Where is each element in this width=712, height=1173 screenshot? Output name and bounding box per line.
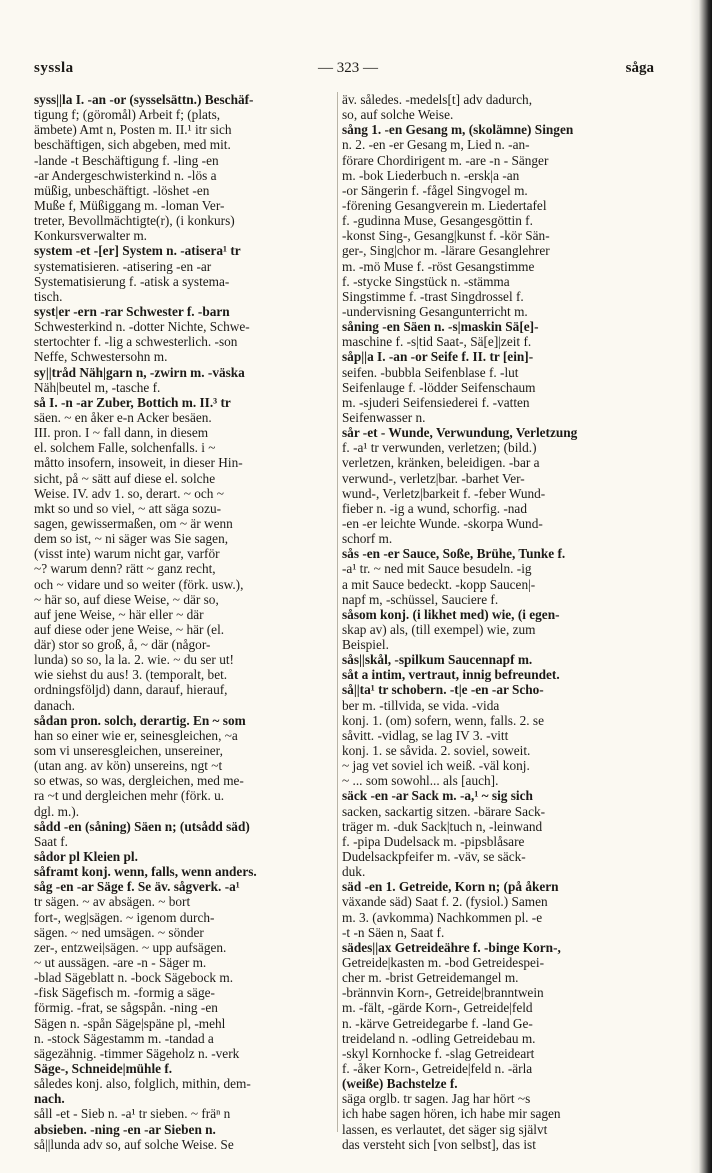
entry-line: f. -åker Korn-, Getreide|feld n. -ärla [342,1061,533,1076]
entry-line: Systematisierung f. -atisk a systema- [34,273,230,289]
entry-line: som vi unseresgleichen, unsereiner, [34,743,223,759]
entry-line: sagen, gewissermaßen, om ~ är wenn [34,515,233,531]
entry-line: -blad Sägeblatt n. -bock Sägebock m. [34,970,234,986]
entry-line: ~ här so, auf diese Weise, ~ där so, [34,591,219,607]
entry-line: tigung f; (göromål) Arbeit f; (plats, [34,107,221,123]
entry-line: -brännvin Korn-, Getreide|branntwein [342,985,544,1001]
entry-line: sår -et - Wunde, Verwundung, Verletzung [342,425,578,441]
entry-line: dem so ist, ~ ni säger was Sie sagen, [34,531,229,547]
entry-line: såll -et - Sieb n. -a¹ tr sieben. ~ fräⁿ n [34,1106,231,1122]
entry-line: Singstimme f. -trast Singdrossel f. [342,288,524,304]
entry-line: -a¹ tr. ~ ned mit Sauce besudeln. -ig [342,561,532,577]
entry-line: schorf m. [342,531,393,547]
entry-line: sådd -en (såning) Säen n; (utsådd säd) [34,818,250,834]
entry-line: -undervisning Gesangunterricht m. [342,303,528,319]
entry-line: m. -bok Liederbuch n. -ersk|a -an [342,167,520,183]
entry-line: måtto insofern, insoweit, in dieser Hin- [34,455,243,471]
page-edge-shadow [690,0,712,1173]
entry-line: syss||la I. -an -or (sysselsättn.) Beschäf- [34,92,254,107]
entry-line: (visst inte) warum nicht gar, varför [34,546,220,562]
header-right-guide-word: såga [625,60,654,76]
entry-line: treideland n. -odling Getreidebau m. [342,1030,536,1046]
entry-line: so etwas, so was, dergleichen, med me- [34,773,244,789]
entry-line: Neffe, Schwestersohn m. [34,349,168,365]
entry-line: -en -er leichte Wunde. -skorpa Wund- [342,515,543,531]
entry-line: han so einer wie er, seinesgleichen, ~a [34,727,238,743]
entry-line: dgl. m.). [34,803,80,819]
page-number: — 323 — [318,60,378,76]
entry-line: Seifenlauge f. -lödder Seifenschaum [342,379,536,395]
entry-line: ~ jag vet soviel ich weiß. -väl konj. [342,758,530,774]
entry-line: maschine f. -s|tid Saat-, Sä[e]|zeit f. [342,334,532,350]
entry-line: Dudelsackpfeifer m. -väv, se säck- [342,849,526,865]
entry-line: (utan ang. av kön) unsereins, ngt ~t [34,758,223,774]
entry-line: förmig. -frat, se sågspån. -ning -en [34,1000,218,1016]
entry-line: Seifenwasser n. [342,409,426,425]
entry-line: lassen, es verlautet, det säger sig självt [342,1121,548,1137]
entry-line: Muße f, Müßiggang m. -loman Ver- [34,197,225,213]
entry-line: m. -mö Muse f. -röst Gesangstimme [342,258,535,274]
entry-line: systematisieren. -atisering -en -ar [34,258,212,274]
entry-line: såsom konj. (i likhet med) wie, (i egen- [342,606,560,622]
entry-line: müßig, unbeschäftigt. -löshet -en [34,182,210,198]
entry-line: sång 1. -en Gesang m, (skolämne) Singen [342,122,574,138]
entry-line: sås||skål, -spilkum Saucennapf m. [342,652,533,668]
entry-line: f. -stycke Singstück n. -stämma [342,273,510,289]
entry-line: -konst Sing-, Gesang|kunst f. -kör Sän- [342,228,550,244]
entry-line: Näh|beutel m, -tasche f. [34,379,161,395]
entry-line: ämbete) Amt n, Posten m. II.¹ itr sich [34,122,232,138]
entry-line: -t -n Säen n, Saat f. [342,924,445,940]
entry-line: ~ ... som sowohl... als [auch]. [342,773,499,789]
entry-line: napf m, -schüssel, Sauciere f. [342,591,499,607]
entry-line: wie siehst du aus! 3. (temporalt, bet. [34,667,228,683]
entry-line: wund-, Verletz|barkeit f. -feber Wund- [342,485,546,501]
entry-line: sås -en -er Sauce, Soße, Brühe, Tunke f. [342,546,566,562]
entry-line: ber m. -tillvida, se vida. -vida [342,697,500,713]
entry-line: nach. [34,1091,65,1107]
entry-line: -lande -t Beschäftigung f. -ling -en [34,152,219,168]
entry-line: säck -en -ar Sack m. -a,¹ ~ sig sich [342,788,533,804]
entry-line: konj. 1. (om) sofern, wenn, falls. 2. se [342,712,544,728]
entry-line: fort-, weg|sägen. ~ igenom durch- [34,909,215,925]
entry-line: lunda) so so, la la. 2. wie. ~ du ser ut! [34,652,234,668]
entry-line: tisch. [34,288,63,304]
entry-line: treter, Bevollmächtigte(r), (i konkurs) [34,213,235,229]
entry-line: m. 3. (avkomma) Nachkommen pl. -e [342,909,543,925]
entry-line: konj. 1. se såvida. 2. soviel, soweit. [342,743,531,759]
entry-line: duk. [342,864,366,880]
entry-line: das versteht sich [von selbst], das ist [342,1136,536,1152]
entry-line: absieben. -ning -en -ar Sieben n. [34,1121,216,1137]
entry-line: Konkursverwalter m. [34,228,147,244]
entry-line: m. -fält, -gärde Korn-, Getreide|feld [342,1000,533,1016]
entry-line: n. 2. -en -er Gesang m, Lied n. -an- [342,137,530,153]
entry-line: n. -kärve Getreidegarbe f. -land Ge- [342,1015,533,1031]
entry-line: sädes||ax Getreideähre f. -binge Korn-, [342,939,561,955]
entry-line: verwund-, verletz|bar. -barhet Ver- [342,470,525,486]
entry-line: f. -gudinna Muse, Gesangesgöttin f. [342,213,533,229]
entry-line: III. pron. I ~ fall dann, in diesem [34,425,209,441]
entry-line: a mit Sauce bedeckt. -kopp Saucen|- [342,576,536,592]
entry-line: -förening Gesangverein m. Liedertafel [342,197,547,213]
entry-line: sägezähnig. -timmer Sägeholz n. -verk [34,1045,240,1061]
entry-line: f. -a¹ tr verwunden, verletzen; (bild.) [342,440,537,456]
right-column [337,92,652,1152]
entry-line: såt a intim, vertraut, innig befreundet. [342,667,560,683]
entry-line: danach. [34,697,75,713]
entry-line: cher m. -brist Getreidemangel m. [342,970,519,986]
entry-line: säga orglb. tr sagen. Jag har hört ~s [342,1091,531,1107]
entry-line: Weise. IV. adv 1. so, derart. ~ och ~ [34,485,224,501]
header-left-guide-word: syssla [34,60,74,76]
entry-line: zer-, entzwei|sägen. ~ upp aufsägen. [34,939,227,955]
entry-line: sägen. ~ ned umsägen. ~ sönder [34,924,204,940]
entry-line: syst|er -ern -rar Schwester f. -barn [34,303,230,319]
entry-line: förare Chordirigent m. -are -n - Sänger [342,152,549,168]
entry-line: Saat f. [34,833,68,849]
entry-line: sicht, på ~ sätt auf diese el. solche [34,470,216,486]
entry-line: sådan pron. solch, derartig. En ~ som [34,712,246,728]
entry-line: seifen. -bubbla Seifenblase f. -lut [342,364,519,380]
entry-line: träger m. -duk Sack|tuch n, -leinwand [342,818,543,834]
entry-line: såvitt. -vidlag, se lag IV 3. -vitt [342,727,509,743]
entry-line: tr sägen. ~ av absägen. ~ bort [34,894,191,910]
entry-line: -ar Andergeschwisterkind n. -lös a [34,167,217,183]
entry-line: Sägen n. -spån Säge|späne pl, -mehl [34,1015,226,1031]
entry-line: säen. ~ en åker e-n Acker besäen. [34,409,212,425]
entry-line: växande säd) Saat f. 2. (fysiol.) Samen [342,894,548,910]
entry-line: fieber n. -ig a wund, schorfig. -nad [342,500,527,516]
entry-line: ra ~t und dergleichen mehr (förk. u. [34,788,225,804]
entry-line: ~ ut aussägen. -are -n - Säger m. [34,955,207,971]
entry-line: Schwesterkind n. -dotter Nichte, Schwe- [34,319,250,335]
entry-line: så||lunda adv so, auf solche Weise. Se [34,1136,234,1152]
entry-line: n. -stock Sägestamm m. -tandad a [34,1030,214,1046]
entry-line: således konj. also, folglich, mithin, dem- [34,1076,251,1092]
entry-line: sådor pl Kleien pl. [34,849,138,865]
entry-line: säd -en 1. Getreide, Korn n; (på åkern [342,879,559,895]
entry-line: såp||a I. -an -or Seife f. II. tr [ein]- [342,349,534,365]
entry-line: -or Sängerin f. -fågel Singvogel m. [342,182,528,198]
entry-line: so, auf solche Weise. [342,107,454,123]
entry-line: -skyl Kornhocke f. -slag Getreideart [342,1045,535,1061]
entry-line: ~? warum denn? rätt ~ ganz recht, [34,561,216,577]
entry-line: skap av) als, (till exempel) wie, zum [342,621,536,637]
entry-line: auf diese oder jene Weise, ~ här (el. [34,621,225,637]
entry-line: Beispiel. [342,637,389,653]
entry-line: mkt so und so viel, ~ att säga sozu- [34,500,222,516]
entry-line: beschäftigen, sich abgeben, med mit. [34,137,231,153]
entry-line: och ~ vidare und so weiter (förk. usw.), [34,576,244,592]
entry-line: såg -en -ar Säge f. Se äv. sågverk. -a¹ [34,879,240,895]
entry-line: -fisk Sägefisch m. -formig a säge- [34,985,215,1001]
entry-line: sy||tråd Näh|garn n, -zwirn m. -väska [34,364,245,380]
entry-line: verletzen, kränken, beleidigen. -bar a [342,455,540,471]
entry-line: f. -pipa Dudelsack m. -pipsblåsare [342,833,525,849]
entry-line: Säge-, Schneide|mühle f. [34,1061,173,1076]
entry-line: sacken, sackartig sitzen. -bärare Sack- [342,803,546,819]
entry-line: m. -sjuderi Seifensiederei f. -vatten [342,394,530,410]
page-header [34,60,654,88]
entry-line: såning -en Säen n. -s|maskin Sä[e]- [342,319,539,335]
entry-line: auf jene Weise, ~ här eller ~ där [34,606,204,622]
entry-line: el. solchem Falle, solchenfalls. i ~ [34,440,216,456]
entry-line: stertochter f. -lig a schwesterlich. -son [34,334,238,350]
entry-line: så||ta¹ tr schobern. -t|e -en -ar Scho- [342,682,544,698]
entry-line: ger-, Sing|chor m. -lärare Gesanglehrer [342,243,550,259]
entry-line: (weiße) Bachstelze f. [342,1076,458,1092]
entry-line: äv. således. -medels[t] adv dadurch, [342,92,533,107]
left-column [34,92,326,1152]
entry-line: så I. -n -ar Zuber, Bottich m. II.³ tr [34,394,231,410]
entry-line: system -et -[er] System n. -atisera¹ tr [34,243,241,259]
entry-line: Getreide|kasten m. -bod Getreidespei- [342,955,545,971]
entry-line: såframt konj. wenn, falls, wenn anders. [34,864,257,880]
entry-line: ich habe sagen hören, ich habe mir sagen [342,1106,561,1122]
entry-line: ordningsföljd) dann, darauf, hierauf, [34,682,228,698]
entry-line: där) stor so groß, å, ~ där (någor- [34,637,211,653]
